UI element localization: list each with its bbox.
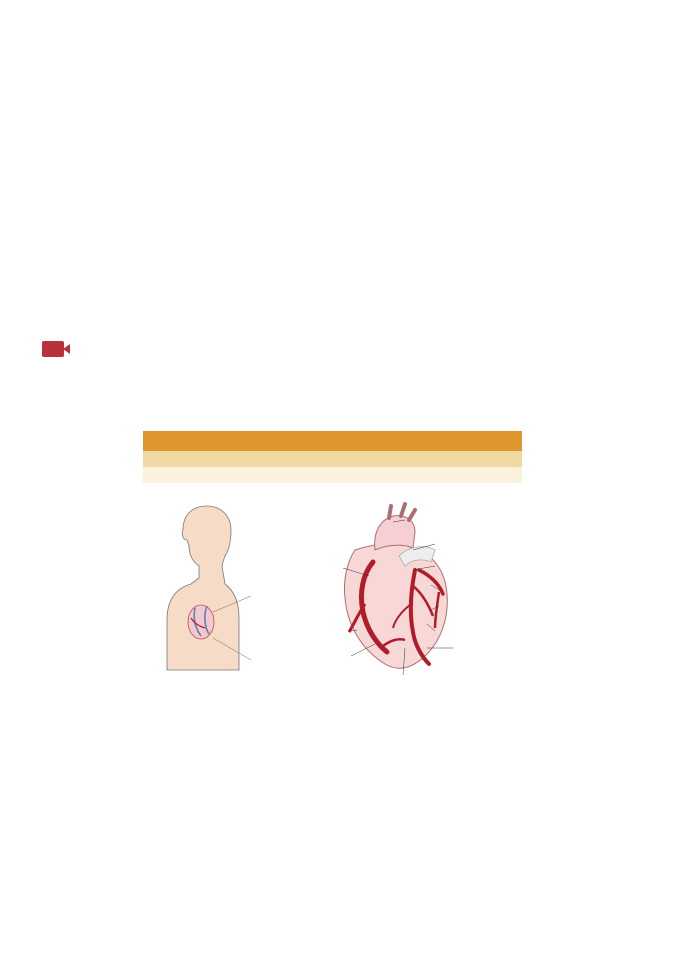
cell-anatomic-site — [150, 467, 244, 483]
video-camera-icon[interactable] — [42, 341, 68, 357]
table-row — [143, 467, 522, 483]
mi-table — [143, 431, 522, 483]
mi-table-title — [143, 431, 522, 451]
header-ecg-changes — [335, 451, 430, 467]
human-silhouette — [167, 506, 239, 670]
mi-table-header — [143, 451, 522, 467]
cell-ecg-changes — [335, 467, 430, 483]
header-coronary-artery — [430, 451, 510, 467]
cell-coronary-artery — [430, 467, 510, 483]
cell-leads — [244, 467, 335, 483]
chest-heart-icon — [188, 605, 214, 639]
header-anatomic-site — [150, 451, 244, 467]
header-leads — [244, 451, 335, 467]
heart-anatomy-illustration — [143, 500, 523, 700]
video-number — [42, 341, 64, 357]
